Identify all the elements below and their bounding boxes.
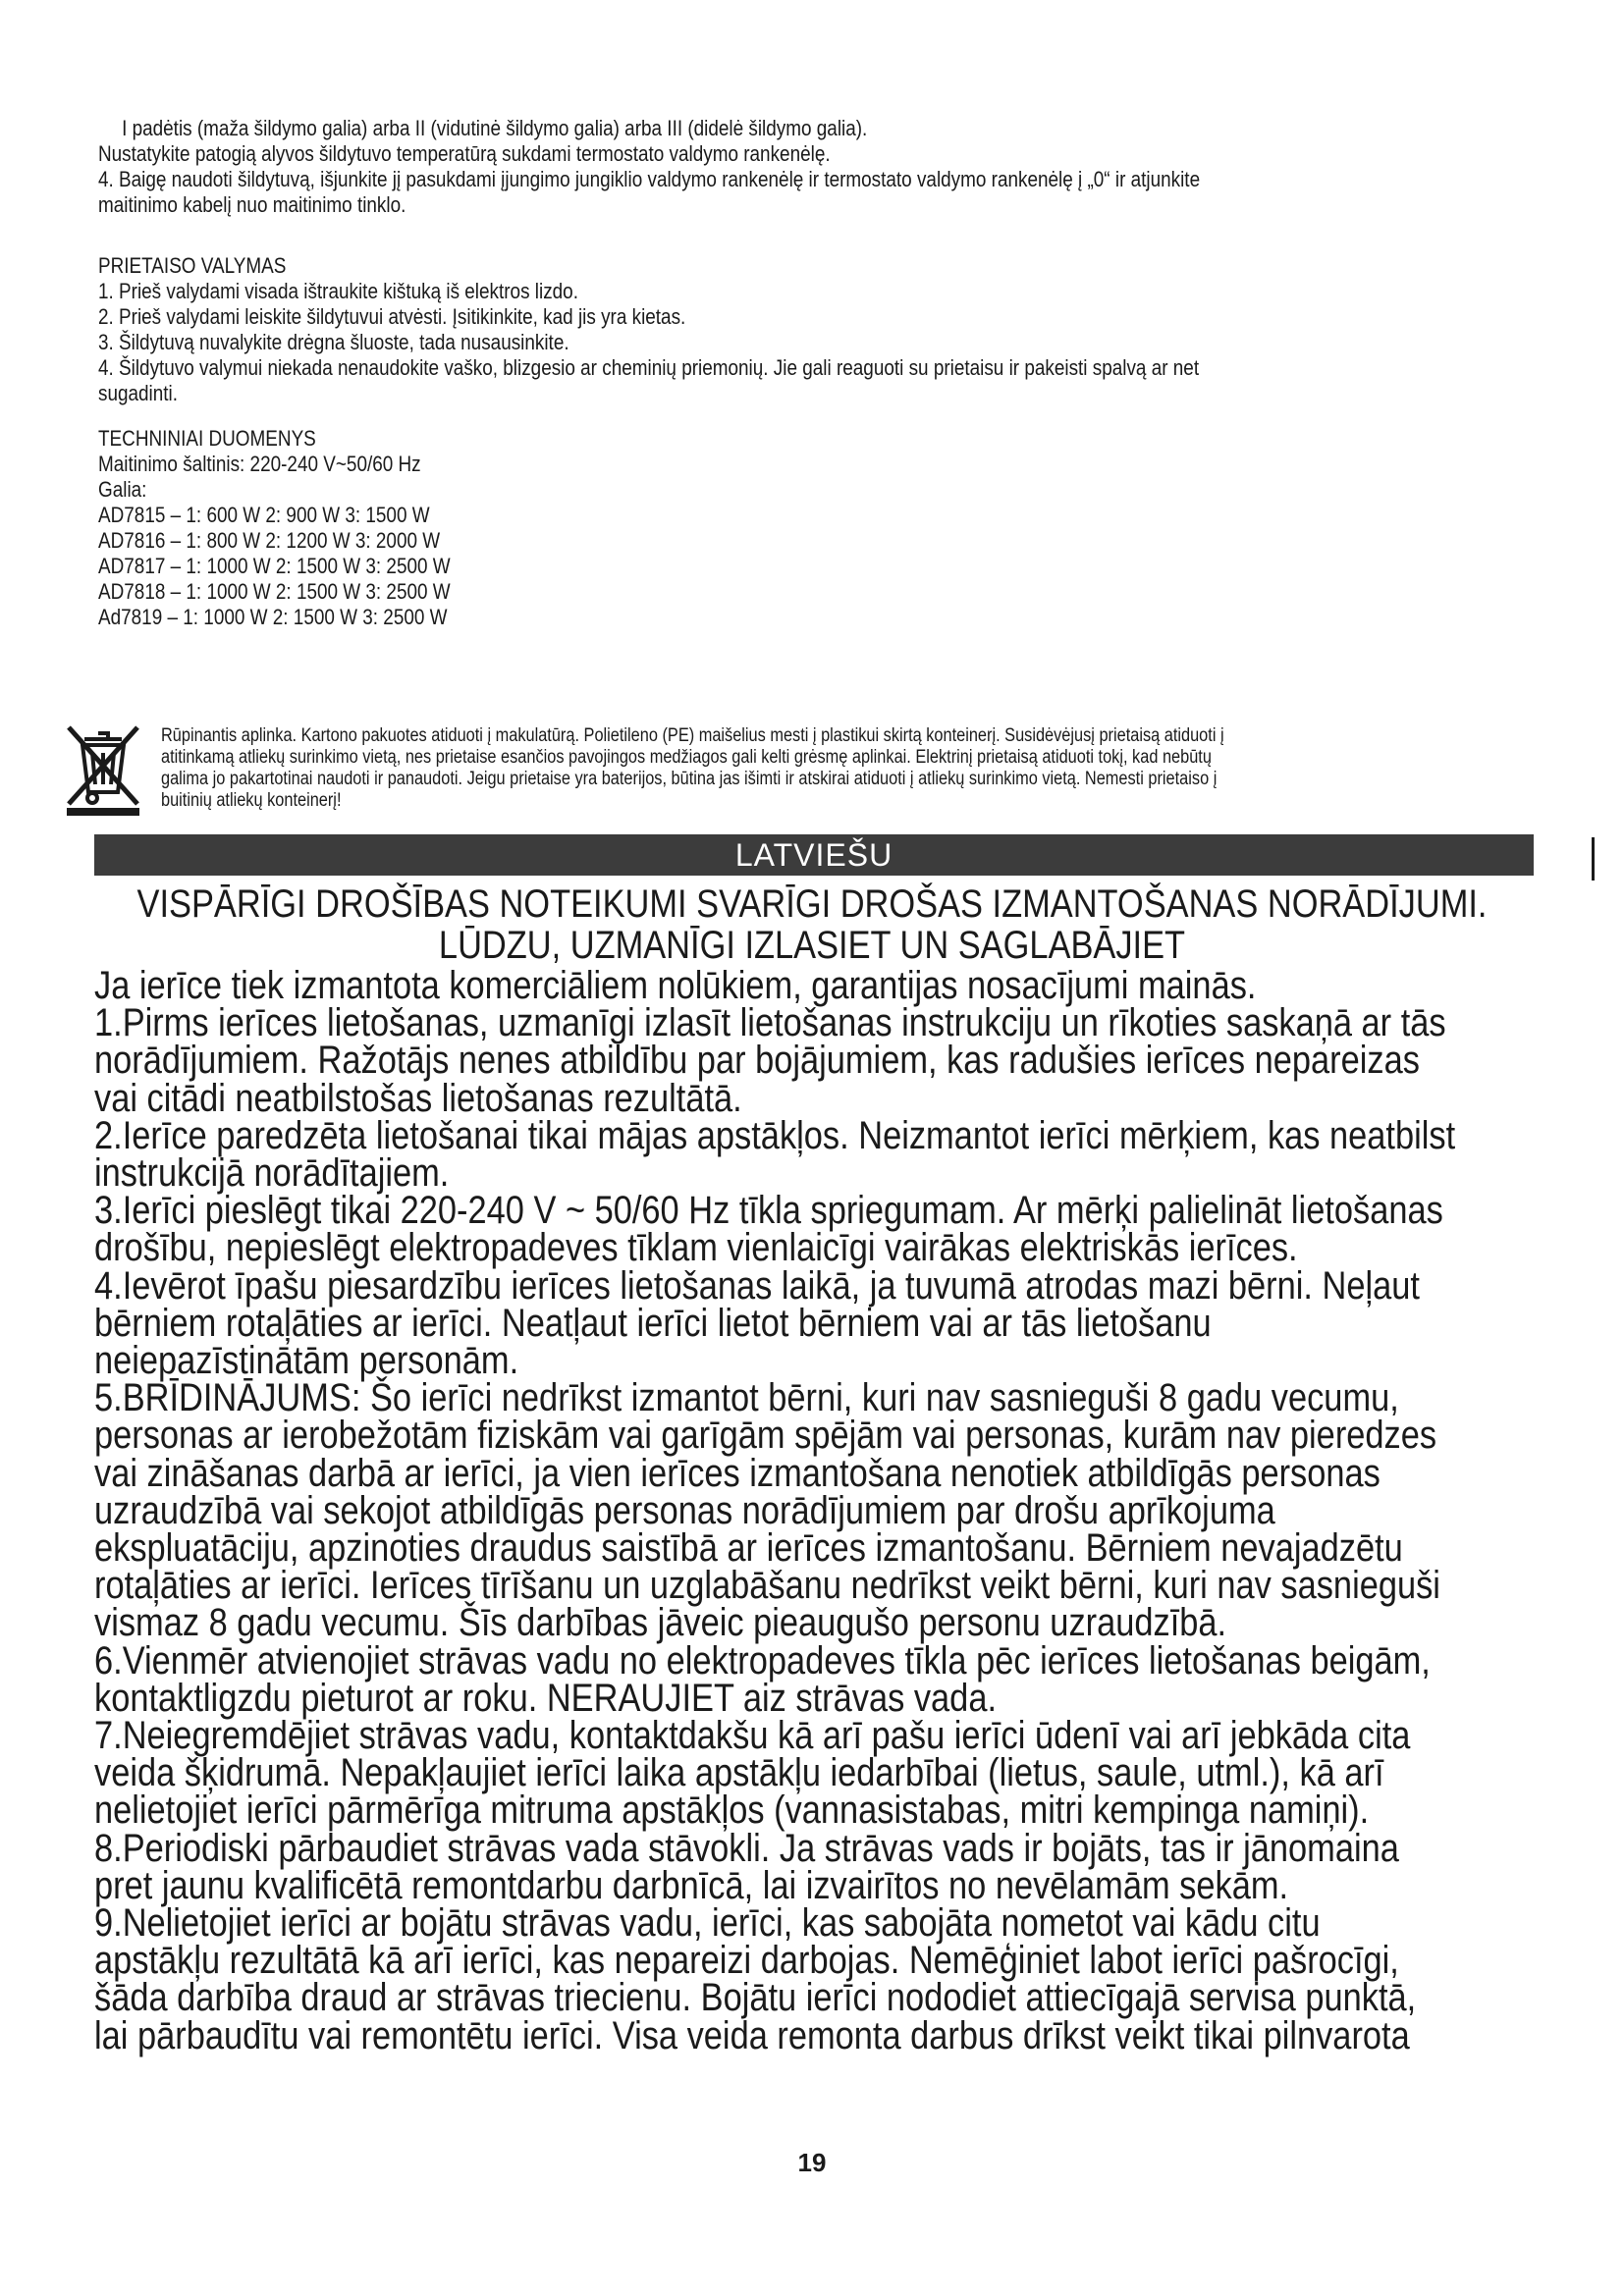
lv-line: vismaz 8 gadu vecumu. Šīs darbības jāveic pieaugušo personu uzraudzībā. (94, 1601, 1227, 1645)
power-label: Galia: (98, 477, 147, 502)
lv-line: kontaktligzdu pieturot ar roku. NERAUJIET aiz strāvas vada. (94, 1676, 998, 1720)
lv-line: veida šķidrumā. Nepakļaujiet ierīci laika apstākļu iedarbībai (lietus, saule, utml.), kā arī (94, 1751, 1384, 1795)
lv-line: neiepazīstinātām personām. (94, 1339, 519, 1383)
page-number: 19 (797, 2148, 827, 2177)
lv-line: ekspluatāciju, apzinoties draudus saistībā ar ierīces izmantošanu. Bērniem nevajadzētu (94, 1526, 1403, 1571)
lt-line: 4. Baigę naudoti šildytuvą, išjunkite jį pasukdami įjungimo jungiklio valdymo rankenėlę ir termostato valdymo rankenėlę į „0“ ir atjunkite (98, 167, 1201, 191)
lv-line: 2.Ierīce paredzēta lietošanai tikai mājas apstākļos. Neizmantot ierīci mērķiem, kas neatbilst (94, 1113, 1456, 1157)
recycling-line: atitinkamą atliekų surinkimo vietą, nes prietaise esančios pavojingos medžiagos gali kelti grėsmę aplinkai. Elektrinį prietaisą atiduoti tokį, kad nebūtų (161, 747, 1212, 768)
lv-line: bērniem rotaļāties ar ierīci. Neatļaut ierīci lietot bērniem vai ar tās lietošanu (94, 1301, 1212, 1345)
crossed-out-wheelie-bin-icon (63, 721, 143, 818)
recycling-line: buitinių atliekų konteinerį! (161, 790, 342, 811)
lv-line: šāda darbība draud ar strāvas triecienu. Bojātu ierīci nododiet attiecīgajā servisa punktā, (94, 1976, 1417, 2020)
lt-line: 3. Šildytuvą nuvalykite drėgna šluoste, tada nusausinkite. (98, 330, 569, 354)
lt-line: maitinimo kabelį nuo maitinimo tinklo. (98, 192, 406, 217)
recycling-line: galima jo pakartotinai naudoti ir panaudoti. Jeigu prietaise yra baterijos, būtina jas išimti ir atskirai atiduoti į atliekų surinkimo vietą. Nemesti prietaiso į (161, 769, 1218, 789)
lt-line: Nustatykite patogią alyvos šildytuvo temperatūrą sukdami termostato valdymo rankenėlę. (98, 141, 831, 166)
lv-line: rotaļāties ar ierīci. Ierīces tīrīšanu un uzglabāšanu nedrīkst veikt bērni, kuri nav sasnieguši (94, 1564, 1440, 1608)
lv-line: vai citādi neatbilstošas lietošanas rezultātā. (94, 1076, 742, 1120)
recycling-notice (63, 721, 1536, 820)
tech-heading: TECHNINIAI DUOMENYS (98, 426, 316, 451)
language-banner: LATVIEŠU (94, 834, 1534, 876)
lv-line: 4.Ievērot īpašu piesardzību ierīces lietošanas laikā, ja tuvumā atrodas mazi bērni. Neļaut (94, 1263, 1420, 1308)
lt-line: sugadinti. (98, 381, 179, 405)
lv-line: nelietojiet ierīci pārmērīga mitruma apstākļos (vannasistabas, mitri kempinga namiņi). (94, 1789, 1370, 1833)
model-spec: AD7817 – 1: 1000 W 2: 1500 W 3: 2500 W (98, 554, 451, 578)
lv-line: apstākļu rezultātā kā arī ierīci, kas nepareizi darbojas. Nemēģiniet labot ierīci pašrocīgi, (94, 1939, 1399, 1983)
model-spec: AD7815 – 1: 600 W 2: 900 W 3: 1500 W (98, 503, 430, 527)
lt-line: 4. Šildytuvo valymui niekada nenaudokite vaško, blizgesio ar cheminių priemonių. Jie gali reaguoti su prietaisu ir pakeisti spalvą ar net (98, 355, 1200, 380)
model-spec: AD7816 – 1: 800 W 2: 1200 W 3: 2000 W (98, 528, 441, 553)
lv-line: 8.Periodiski pārbaudiet strāvas vada stāvokli. Ja strāvas vads ir bojāts, tas ir jānomaina (94, 1826, 1399, 1870)
lv-line: lai pārbaudītu vai remontētu ierīci. Visa veida remonta darbus drīkst veikt tikai pilnvarota (94, 2013, 1410, 2057)
lt-line: 2. Prieš valydami leiskite šildytuvui atvėsti. Įsitikinkite, kad jis yra kietas. (98, 304, 686, 329)
margin-rule (1592, 837, 1595, 881)
power-source: Maitinimo šaltinis: 220-240 V~50/60 Hz (98, 452, 421, 476)
recycling-text (161, 725, 1479, 812)
model-spec: Ad7819 – 1: 1000 W 2: 1500 W 3: 2500 W (98, 605, 448, 629)
lv-line: vai zināšanas darbā ar ierīci, ja vien ierīces izmantošana nenotiek atbildīgās personas (94, 1451, 1380, 1495)
lv-line: 3.Ierīci pieslēgt tikai 220-240 V ~ 50/60 Hz tīkla spriegumam. Ar mērķi palielināt lietošanas (94, 1189, 1443, 1233)
lt-line: I padėtis (maža šildymo galia) arba II (vidutinė šildymo galia) arba III (didelė šildymo galia). (122, 116, 868, 140)
lv-line: Ja ierīce tiek izmantota komerciāliem nolūkiem, garantijas nosacījumi mainās. (94, 964, 1257, 1007)
lv-line: 7.Neiegremdējiet strāvas vadu, kontaktdakšu kā arī pašu ierīci ūdenī vai arī jebkāda cita (94, 1714, 1411, 1758)
lv-line: uzraudzībā vai sekojot atbildīgās personas norādījumiem par drošu aprīkojuma (94, 1488, 1275, 1532)
model-spec: AD7818 – 1: 1000 W 2: 1500 W 3: 2500 W (98, 579, 451, 604)
lithuanian-section (98, 116, 1331, 630)
latvian-heading (114, 883, 1510, 966)
recycling-line: Rūpinantis aplinka. Kartono pakuotes atiduoti į makulatūrą. Polietileno (PE) maišelius mesti į plastikui skirtą konteinerį. Susidėvėjusį prietaisą atiduoti į (161, 725, 1224, 746)
lv-line: pret jaunu kvalificētā remontdarbu darbnīcā, lai izvairītos no nevēlamām sekām. (94, 1863, 1289, 1907)
lv-line: instrukcijā norādītajiem. (94, 1151, 450, 1196)
lv-line: 1.Pirms ierīces lietošanas, uzmanīgi izlasīt lietošanas instrukciju un rīkoties saskaņā ar tās (94, 1001, 1446, 1045)
cleaning-heading: PRIETAISO VALYMAS (98, 253, 287, 278)
lv-line: norādījumiem. Ražotājs nenes atbildību par bojājumiem, kas radušies ierīces nepareizas (94, 1039, 1420, 1083)
lv-line: drošību, nepieslēgt elektropadeves tīklam vienlaicīgi vairākas elektriskās ierīces. (94, 1226, 1298, 1270)
lv-line: 6.Vienmēr atvienojiet strāvas vadu no elektropadeves tīkla pēc ierīces lietošanas beigām, (94, 1638, 1431, 1682)
lv-line: personas ar ierobežotām fiziskām vai garīgām spējām vai personas, kurām nav pieredzes (94, 1414, 1437, 1458)
safety-subtitle: LŪDZU, UZMANĪGI IZLASIET UN SAGLABĀJIET (438, 924, 1186, 967)
lv-line: 9.Nelietojiet ierīci ar bojātu strāvas vadu, ierīci, kas sabojāta nometot vai kādu citu (94, 1901, 1321, 1946)
safety-title: VISPĀRĪGI DROŠĪBAS NOTEIKUMI SVARĪGI DROŠAS IZMANTOŠANAS NORĀDĪJUMI. (136, 882, 1488, 926)
lv-line: 5.BRĪDINĀJUMS: Šo ierīci nedrīkst izmantot bērni, kuri nav sasnieguši 8 gadu vecumu, (94, 1376, 1399, 1420)
lt-line: 1. Prieš valydami visada ištraukite kištuką iš elektros lizdo. (98, 279, 578, 303)
latvian-section (94, 964, 1546, 2057)
